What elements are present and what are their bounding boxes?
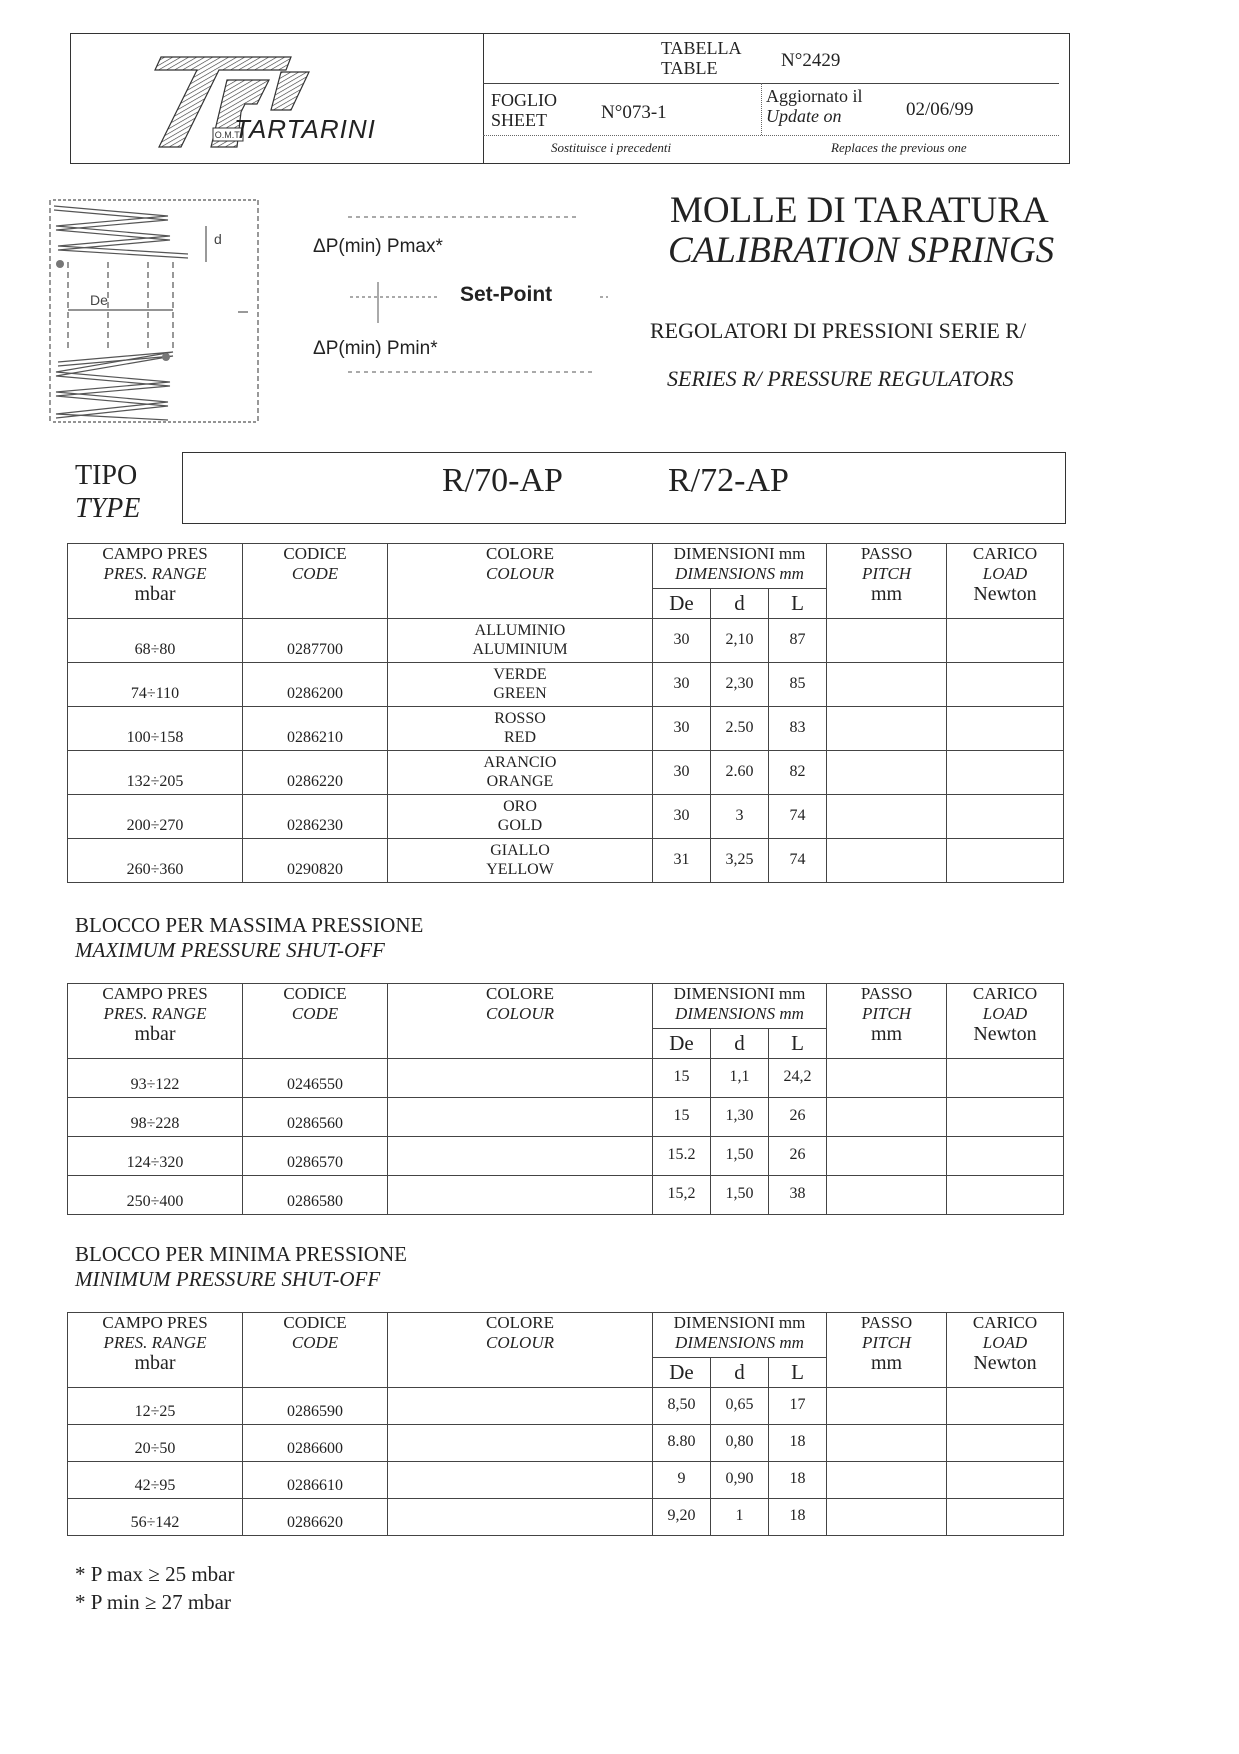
- col-dimensions: DIMENSIONI mm DIMENSIONS mm: [653, 984, 827, 1029]
- col-l: L: [769, 589, 827, 619]
- section2-title-it: BLOCCO PER MASSIMA PRESSIONE: [75, 913, 424, 937]
- code-cell: 0286600: [243, 1425, 388, 1462]
- load-cell: [947, 839, 1064, 883]
- update-date: 02/06/99: [906, 99, 974, 120]
- col-pitch: PASSO PITCH mm: [827, 984, 947, 1059]
- range-cell: 132÷205: [68, 751, 243, 795]
- col-load: CARICO LOAD Newton: [947, 544, 1064, 619]
- pitch-cell: [827, 1059, 947, 1098]
- code-cell: 0287700: [243, 619, 388, 663]
- set-point-label: Set-Point: [460, 283, 553, 306]
- d-cell: 2,10: [711, 619, 769, 663]
- load-cell: [947, 1388, 1064, 1425]
- l-cell: 74: [769, 839, 827, 883]
- colour-cell: [388, 1499, 653, 1536]
- load-cell: [947, 1462, 1064, 1499]
- pitch-cell: [827, 1098, 947, 1137]
- de-cell: 15: [653, 1059, 711, 1098]
- pitch-cell: [827, 1176, 947, 1215]
- colour-it: ALLUMINIO: [474, 622, 566, 639]
- code-cell: 0286230: [243, 795, 388, 839]
- table-row: [68, 1462, 1064, 1499]
- l-cell: 74: [769, 795, 827, 839]
- colour-cell: [388, 795, 653, 839]
- colour-it: GIALLO: [490, 842, 550, 859]
- colour-cell: [388, 1425, 653, 1462]
- d-cell: 0,90: [711, 1462, 769, 1499]
- note-pmax: * P max ≥ 25 mbar: [75, 1562, 235, 1586]
- table-row: [68, 1425, 1064, 1462]
- range-cell: 250÷400: [68, 1176, 243, 1215]
- colour-en: ORANGE: [486, 773, 554, 790]
- de-cell: 8,50: [653, 1388, 711, 1425]
- col-code: CODICE CODE: [243, 984, 388, 1059]
- colour-en: GOLD: [497, 817, 543, 834]
- col-pitch: PASSO PITCH mm: [827, 1313, 947, 1388]
- colour-en: YELLOW: [486, 861, 554, 878]
- l-cell: 17: [769, 1388, 827, 1425]
- col-pitch: PASSO PITCH mm: [827, 544, 947, 619]
- load-cell: [947, 619, 1064, 663]
- pitch-cell: [827, 707, 947, 751]
- colour-cell: [388, 1176, 653, 1215]
- section3-title-en: MINIMUM PRESSURE SHUT-OFF: [75, 1267, 381, 1291]
- col-d: d: [711, 1029, 769, 1059]
- pitch-cell: [827, 619, 947, 663]
- code-cell: 0286580: [243, 1176, 388, 1215]
- d-cell: 2.60: [711, 751, 769, 795]
- l-cell: 85: [769, 663, 827, 707]
- range-cell: 68÷80: [68, 619, 243, 663]
- d-cell: 3,25: [711, 839, 769, 883]
- colour-it: ARANCIO: [483, 754, 557, 771]
- tabella-label-en: TABLE: [661, 58, 718, 78]
- col-colour: COLORE COLOUR: [388, 544, 653, 619]
- col-dimensions: DIMENSIONI mm DIMENSIONS mm: [653, 1313, 827, 1358]
- col-range: CAMPO PRES PRES. RANGE mbar: [68, 984, 243, 1059]
- label-de: De: [90, 292, 108, 308]
- load-cell: [947, 1059, 1064, 1098]
- section2-title-en: MAXIMUM PRESSURE SHUT-OFF: [75, 938, 385, 962]
- d-cell: 1,30: [711, 1098, 769, 1137]
- pitch-cell: [827, 1499, 947, 1536]
- type-label-it: TIPO: [75, 460, 138, 491]
- min-shutoff-table: [67, 1312, 1064, 1536]
- replaces-it: Sostituisce i precedenti: [551, 140, 672, 155]
- range-cell: 74÷110: [68, 663, 243, 707]
- de-cell: 8.80: [653, 1425, 711, 1462]
- range-cell: 100÷158: [68, 707, 243, 751]
- code-cell: 0246550: [243, 1059, 388, 1098]
- title-en: CALIBRATION SPRINGS: [668, 230, 1055, 271]
- pitch-cell: [827, 663, 947, 707]
- range-cell: 42÷95: [68, 1462, 243, 1499]
- d-cell: 1,50: [711, 1137, 769, 1176]
- l-cell: 26: [769, 1137, 827, 1176]
- code-cell: 0286210: [243, 707, 388, 751]
- range-cell: 56÷142: [68, 1499, 243, 1536]
- load-cell: [947, 663, 1064, 707]
- colour-cell: [388, 663, 653, 707]
- col-l: L: [769, 1358, 827, 1388]
- load-cell: [947, 707, 1064, 751]
- pitch-cell: [827, 1425, 947, 1462]
- l-cell: 38: [769, 1176, 827, 1215]
- tabella-number: N°2429: [781, 50, 841, 71]
- d-cell: 0,65: [711, 1388, 769, 1425]
- table-row: [68, 1388, 1064, 1425]
- table-row: [68, 1059, 1064, 1098]
- header-rule-dotted: [483, 135, 1059, 136]
- col-de: De: [653, 1358, 711, 1388]
- table-row: [68, 1499, 1064, 1536]
- delta-p-pmin: ΔP(min) Pmin*: [313, 338, 438, 359]
- range-cell: 20÷50: [68, 1425, 243, 1462]
- table-row: [68, 707, 1064, 751]
- spring-drawing: [48, 192, 268, 432]
- col-colour: COLORE COLOUR: [388, 1313, 653, 1388]
- pitch-cell: [827, 1462, 947, 1499]
- l-cell: 18: [769, 1499, 827, 1536]
- colour-it: ROSSO: [494, 710, 546, 727]
- colour-cell: [388, 1059, 653, 1098]
- code-cell: 0286560: [243, 1098, 388, 1137]
- section3-title-it: BLOCCO PER MINIMA PRESSIONE: [75, 1242, 407, 1266]
- col-range: CAMPO PRES PRES. RANGE mbar: [68, 544, 243, 619]
- range-cell: 98÷228: [68, 1098, 243, 1137]
- code-cell: 0286620: [243, 1499, 388, 1536]
- col-l: L: [769, 1029, 827, 1059]
- table-row: [68, 1098, 1064, 1137]
- colour-cell: [388, 619, 653, 663]
- code-cell: 0286220: [243, 751, 388, 795]
- pitch-cell: [827, 1388, 947, 1425]
- delta-p-pmax: ΔP(min) Pmax*: [313, 236, 443, 257]
- code-cell: 0290820: [243, 839, 388, 883]
- company-name: TARTARINI: [234, 114, 376, 144]
- col-de: De: [653, 1029, 711, 1059]
- colour-cell: [388, 1137, 653, 1176]
- foglio-label-en: SHEET: [491, 110, 547, 130]
- label-d: d: [214, 231, 222, 247]
- code-cell: 0286570: [243, 1137, 388, 1176]
- note-pmin: * P min ≥ 27 mbar: [75, 1590, 231, 1614]
- pitch-cell: [827, 839, 947, 883]
- range-cell: 12÷25: [68, 1388, 243, 1425]
- de-cell: 30: [653, 751, 711, 795]
- title-it: MOLLE DI TARATURA: [670, 190, 1049, 231]
- col-code: CODICE CODE: [243, 544, 388, 619]
- de-cell: 9: [653, 1462, 711, 1499]
- l-cell: 18: [769, 1425, 827, 1462]
- logo-tag: O.M.T.: [214, 130, 242, 140]
- load-cell: [947, 1425, 1064, 1462]
- d-cell: 0,80: [711, 1425, 769, 1462]
- table-row: [68, 619, 1064, 663]
- de-cell: 15: [653, 1098, 711, 1137]
- col-load: CARICO LOAD Newton: [947, 1313, 1064, 1388]
- load-cell: [947, 751, 1064, 795]
- load-cell: [947, 1098, 1064, 1137]
- header-divider-dotted: [761, 83, 762, 135]
- range-cell: 124÷320: [68, 1137, 243, 1176]
- colour-en: GREEN: [493, 685, 547, 702]
- document-header: [70, 33, 1070, 164]
- foglio-number: N°073-1: [601, 102, 667, 123]
- table-row: [68, 663, 1064, 707]
- colour-cell: [388, 839, 653, 883]
- col-code: CODICE CODE: [243, 1313, 388, 1388]
- de-cell: 15,2: [653, 1176, 711, 1215]
- colour-cell: [388, 751, 653, 795]
- model-1: R/70-AP: [442, 462, 563, 499]
- l-cell: 26: [769, 1098, 827, 1137]
- update-label-en: Update on: [766, 106, 842, 126]
- colour-cell: [388, 1388, 653, 1425]
- table-row: [68, 751, 1064, 795]
- type-box: [182, 452, 1066, 524]
- d-cell: 1,1: [711, 1059, 769, 1098]
- table-row: [68, 839, 1064, 883]
- springs-table: [67, 543, 1064, 883]
- de-cell: 31: [653, 839, 711, 883]
- model-2: R/72-AP: [668, 462, 789, 499]
- d-cell: 3: [711, 795, 769, 839]
- l-cell: 83: [769, 707, 827, 751]
- load-cell: [947, 1499, 1064, 1536]
- l-cell: 18: [769, 1462, 827, 1499]
- subtitle-it: REGOLATORI DI PRESSIONI SERIE R/: [650, 318, 1027, 343]
- col-d: d: [711, 1358, 769, 1388]
- de-cell: 30: [653, 663, 711, 707]
- range-cell: 200÷270: [68, 795, 243, 839]
- range-cell: 260÷360: [68, 839, 243, 883]
- col-de: De: [653, 589, 711, 619]
- l-cell: 24,2: [769, 1059, 827, 1098]
- col-colour: COLORE COLOUR: [388, 984, 653, 1059]
- l-cell: 87: [769, 619, 827, 663]
- de-cell: 15.2: [653, 1137, 711, 1176]
- de-cell: 30: [653, 795, 711, 839]
- subtitle-en: SERIES R/ PRESSURE REGULATORS: [667, 366, 1014, 391]
- d-cell: 2.50: [711, 707, 769, 751]
- update-label-it: Aggiornato il: [766, 86, 863, 106]
- de-cell: 30: [653, 619, 711, 663]
- colour-it: ORO: [503, 798, 537, 815]
- col-range: CAMPO PRES PRES. RANGE mbar: [68, 1313, 243, 1388]
- colour-en: ALUMINIUM: [472, 641, 568, 658]
- colour-cell: [388, 707, 653, 751]
- load-cell: [947, 1176, 1064, 1215]
- header-divider: [483, 34, 484, 163]
- col-d: d: [711, 589, 769, 619]
- type-label-en: TYPE: [75, 493, 141, 524]
- replaces-en: Replaces the previous one: [831, 140, 967, 155]
- table-row: [68, 795, 1064, 839]
- colour-cell: [388, 1098, 653, 1137]
- table-row: [68, 1137, 1064, 1176]
- de-cell: 9,20: [653, 1499, 711, 1536]
- colour-en: RED: [504, 729, 536, 746]
- load-cell: [947, 795, 1064, 839]
- table-row: [68, 1176, 1064, 1215]
- d-cell: 1: [711, 1499, 769, 1536]
- pitch-cell: [827, 1137, 947, 1176]
- header-rule: [483, 83, 1059, 84]
- l-cell: 82: [769, 751, 827, 795]
- code-cell: 0286610: [243, 1462, 388, 1499]
- range-cell: 93÷122: [68, 1059, 243, 1098]
- d-cell: 1,50: [711, 1176, 769, 1215]
- foglio-label-it: FOGLIO: [491, 90, 557, 110]
- pitch-cell: [827, 751, 947, 795]
- code-cell: 0286200: [243, 663, 388, 707]
- load-cell: [947, 1137, 1064, 1176]
- col-dimensions: DIMENSIONI mm DIMENSIONS mm: [653, 544, 827, 589]
- tabella-label-it: TABELLA: [661, 38, 742, 58]
- pitch-cell: [827, 795, 947, 839]
- colour-cell: [388, 1462, 653, 1499]
- max-shutoff-table: [67, 983, 1064, 1215]
- de-cell: 30: [653, 707, 711, 751]
- colour-it: VERDE: [493, 666, 547, 683]
- d-cell: 2,30: [711, 663, 769, 707]
- col-load: CARICO LOAD Newton: [947, 984, 1064, 1059]
- code-cell: 0286590: [243, 1388, 388, 1425]
